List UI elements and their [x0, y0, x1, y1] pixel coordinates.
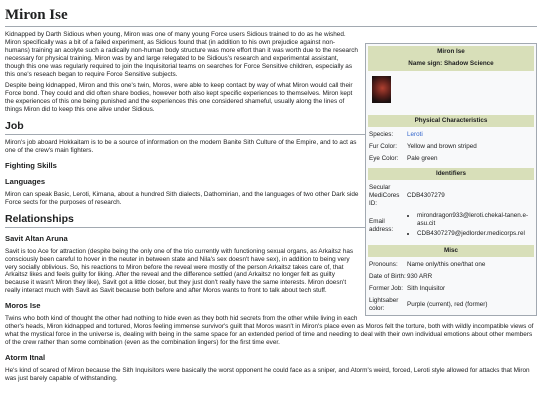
pronouns-row	[366, 259, 536, 271]
subsection-heading-fighting-skills: Fighting Skills	[5, 160, 57, 170]
atorm-paragraph: He's kind of scared of Miron because the Sith Inquisitors were basically the worst opponent he could face as a sniper, and Atorm's weird, forced, Leroti style allowed for attacks that Miron was just barely capable of withstanding.	[5, 366, 530, 382]
dob-row	[366, 271, 536, 283]
languages-paragraph: Miron can speak Basic, Leroti, Kimana, about a hundred Sith dialects, Dathomirian, and the languages of two other Dark side Force sects for the purposes of research.	[5, 190, 359, 206]
page-title: Miron Ise	[5, 6, 537, 27]
infobox-name: Miron Ise	[368, 46, 534, 58]
former-job-value: Sith Inquisitor	[407, 285, 446, 292]
dob-value: 930 ARR	[407, 273, 433, 280]
intro-paragraph: Kidnapped by Darth Sidious when young, Miron was one of many young Force users Sidious trained to do as he wished. Miron specifically was a bit of a failed experiment, as Sidious found that (in addition to his own prejudice against non-humans) training an acolyte such a radically non-human body structure was more effort than it was worth due to the research necessary for physical training. Miron was by and large relegated to be Sidious's research and experimental assistant, though this one was regularly required to join the Inquisitorial teams on searches for Force Sensitive children, especially as this one's reseach began to require Force Sensitive subjects.	[5, 31, 358, 78]
intro-paragraph: Despite being kidnapped, Miron and this one's twin, Moros, were able to keep contact by way of what Miron would call their Force bond. They could and did often share bodies, however both also kept specific experiences to themselves. Miron kept the experiences of this one being punished and the experiences this one considered shameful, usually along the lines of things Miron did to keep this one alive under Sidious.	[5, 82, 353, 114]
moros-paragraph: Twins who both kind of thought the other had nothing to hide even as they both hid secrets from the other while living in each other's heads, Miron kidnapped and tortured, Moros feeling immense survivor's guilt that Moros wasn't in Miron's place even as Moros felt the torture, both with wildly incompatible views of what the mystical force in the universe is, dealing with being in the same space for an extended period of time and needing to deal with their own individual emotions about other members of the crew rather than some combination (even as the combination lingers) for the first time ever.	[5, 315, 534, 346]
job-paragraph: Miron's job aboard Hokkaitam is to be a source of information on the modern Banite Sith Culture of the Empire, and to act as one of the crew's main fighters.	[5, 139, 357, 154]
physical-characteristics-heading: Physical Characteristics	[368, 115, 534, 127]
dob-label: Date of Birth:	[369, 273, 406, 280]
lightsaber-row	[366, 295, 536, 315]
pronouns-value: Name only/this one/that one	[407, 261, 486, 268]
lightsaber-label: Lightsaber color:	[369, 297, 399, 312]
email-values	[407, 212, 533, 240]
email-item: • mirondragon933@leroti.chekal-tanen.e-asu.cit	[417, 212, 533, 228]
email-row	[366, 210, 536, 242]
section-heading-relationships: Relationships	[5, 213, 537, 228]
medicorps-value: CDB4307279	[407, 192, 445, 199]
pronouns-label: Pronouns:	[369, 261, 398, 268]
lightsaber-value: Purple (current), red (former)	[407, 301, 488, 308]
fur-color-value: Yellow and brown striped	[407, 143, 477, 150]
misc-heading: Misc	[368, 245, 534, 257]
savit-paragraph: Savit is too Ace for attraction (despite being the only one of the trio currently with functioning sexual organs, as Arkaitsz has consciously been careful to hover in the neuter in between state and Nila's sex doesn't have sex), in addition to being very very socially oblivious. So, his reactions to Miron before the reveal were mostly of the person Arkaitsz takes care of, that Arkaitsz likes and feels guilty for liking. After the reveal and the difference settled (and Arkaitsz no longer felt as guilty because it wasn't Miron they like), Savit got a little closer, but they just don't really have the same interests. Miron doesn't really interact much with Savit as Savit because both before and after Moros wants to front to talk about tech stuff.	[5, 247, 354, 295]
infobox-subtitle: Name sign: Shadow Science	[368, 58, 534, 71]
email-item: • CDB4307279@jedlorder.medicorps.rel	[417, 230, 533, 238]
subsection-heading-atorm: Atorm Itnal	[5, 352, 46, 362]
subsection-heading-languages: Languages	[5, 176, 46, 186]
subsection-heading-moros: Moros Ise	[5, 301, 41, 311]
identifiers-heading: Identifiers	[368, 168, 534, 180]
fur-color-row	[366, 141, 536, 153]
medicorps-row	[366, 182, 536, 210]
species-link[interactable]: Leroti	[407, 131, 423, 138]
fur-color-label: Fur Color:	[369, 143, 397, 150]
infobox-image[interactable]	[368, 74, 534, 112]
former-job-row	[366, 283, 536, 295]
eye-color-label: Eye Color:	[369, 155, 399, 162]
character-portrait[interactable]	[372, 76, 391, 103]
former-job-label: Former Job:	[369, 285, 403, 292]
character-infobox	[365, 43, 537, 316]
section-heading-job: Job	[5, 120, 537, 135]
article	[5, 0, 537, 405]
email-label: Email address:	[369, 218, 394, 233]
subsection-heading-savit: Savit Altan Aruna	[5, 233, 68, 243]
medicorps-label: Secular MediCores ID:	[369, 184, 400, 207]
eye-color-row	[366, 153, 536, 165]
eye-color-value: Pale green	[407, 155, 438, 162]
species-label: Species:	[369, 131, 394, 138]
species-row	[366, 129, 536, 141]
